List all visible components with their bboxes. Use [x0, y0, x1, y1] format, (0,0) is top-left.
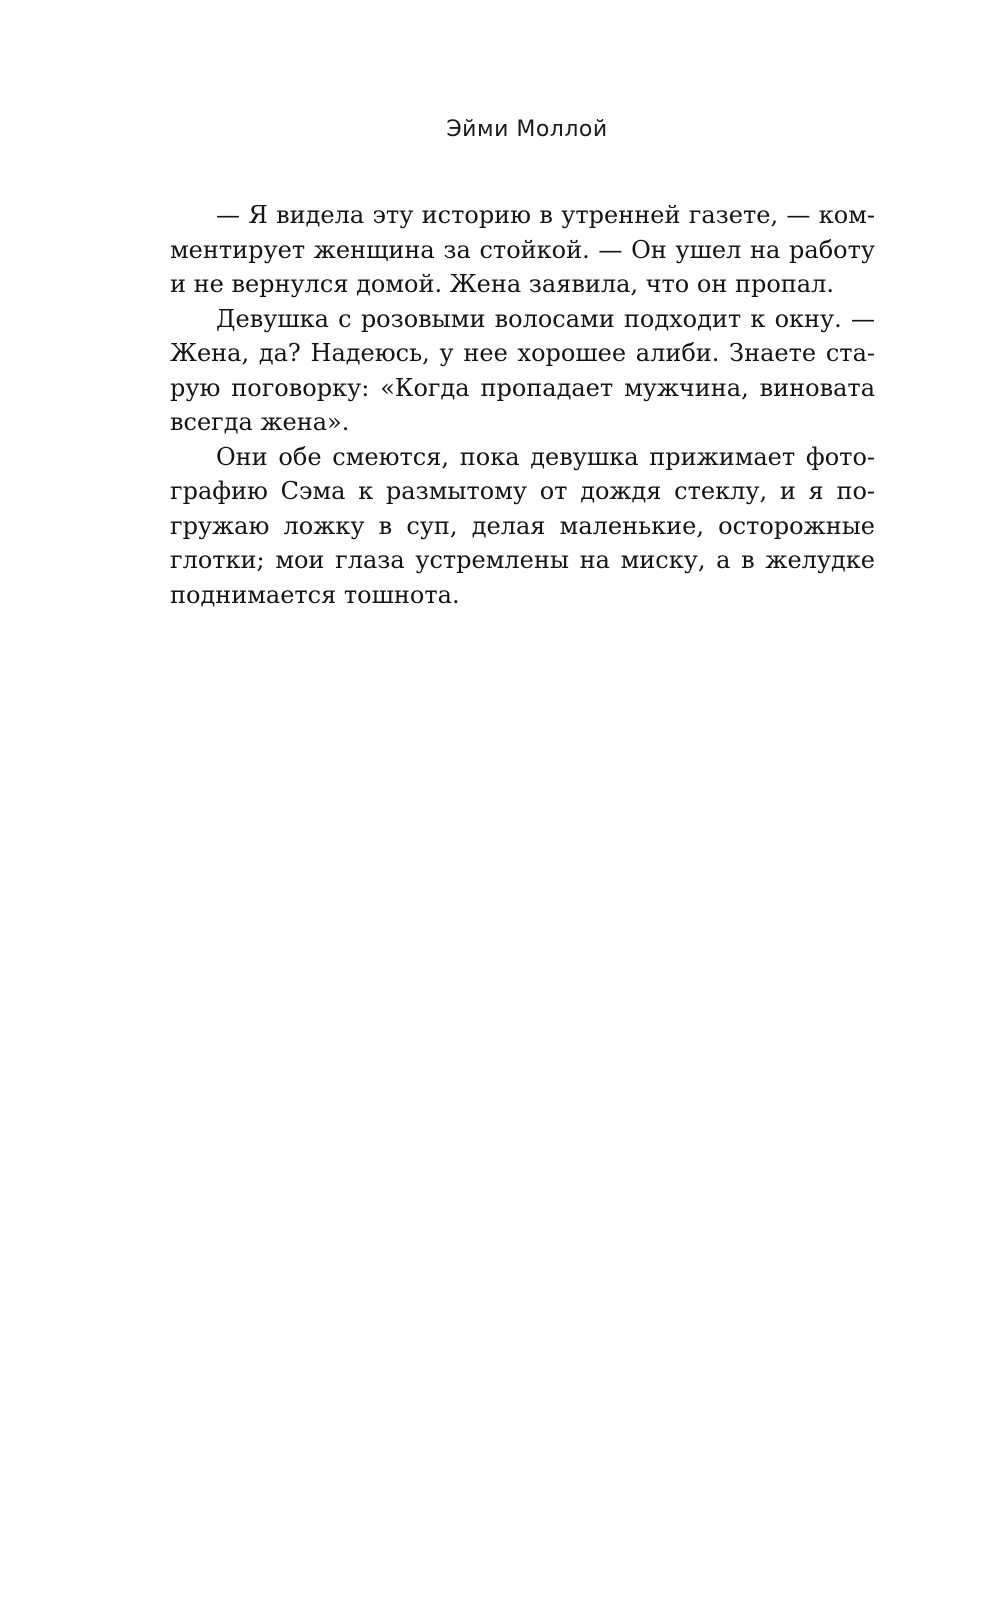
- text-line: — Я видела эту историю в утренней газете, — ком-: [216, 201, 875, 229]
- text-line: графию Сэма к размытому от дождя стеклу, и я по-: [170, 477, 875, 505]
- text-line: Жена, да? Надеюсь, у нее хорошее алиби. Знаете ста-: [170, 339, 875, 367]
- paragraph-3: [170, 440, 875, 613]
- body-text: [170, 198, 875, 612]
- text-line: и не вернулся домой. Жена заявила, что он пропал.: [170, 270, 834, 298]
- text-line: гружаю ложку в суп, делая маленькие, осторожные: [170, 511, 875, 540]
- text-line: рую поговорку: «Когда пропадает мужчина, виновата: [170, 373, 875, 402]
- paragraph-1: [170, 198, 875, 302]
- text-line: Девушка с розовыми волосами подходит к окну. —: [216, 304, 875, 333]
- text-line: Они обе смеются, пока девушка прижимает фото-: [216, 442, 875, 471]
- paragraph-2: [170, 302, 875, 440]
- text-line: поднимается тошнота.: [170, 580, 460, 609]
- text-line: глотки; мои глаза устремлены на миску, а в желудке: [170, 546, 875, 574]
- text-line: всегда жена».: [170, 408, 350, 436]
- running-head-author: Эйми Моллой: [446, 117, 608, 142]
- text-line: ментирует женщина за стойкой. — Он ушел на работу: [170, 235, 875, 264]
